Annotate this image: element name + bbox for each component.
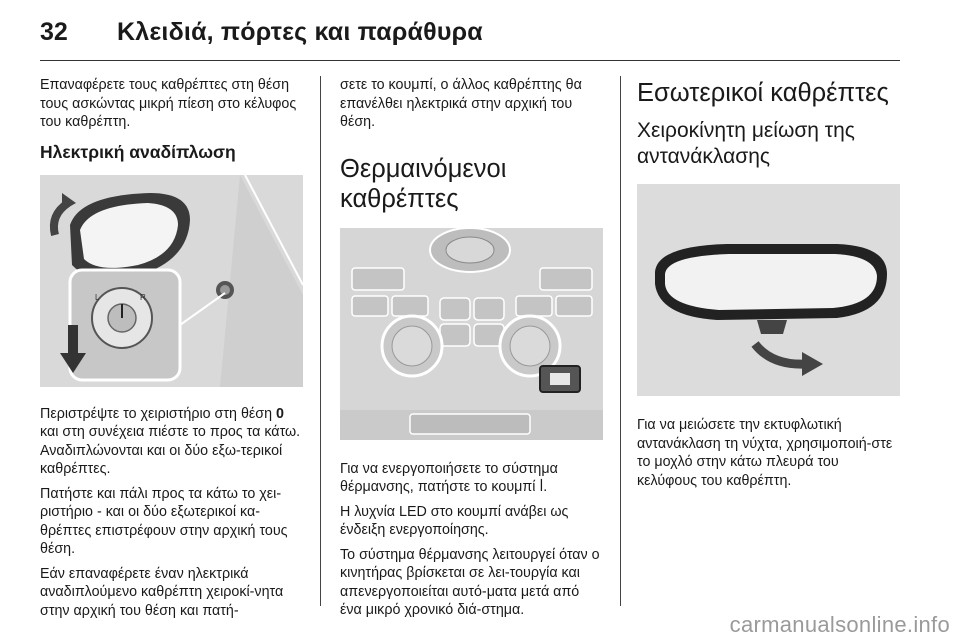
column-right [637,76,901,496]
column-middle [340,76,605,626]
heated-mirror-icon: ꟾ [539,479,544,494]
heating-operation-paragraph: Το σύστημα θέρμανσης λειτουργεί όταν ο κινητήρας βρίσκεται σε λει-τουργία και απενεργοποιείται αυτό-ματα μετά από ένα μικρό χρονικό διά-στημα. [340,546,600,618]
page-number: 32 [40,18,68,46]
continuation-paragraph: σετε το κουμπί, ο άλλος καθρέπτης θα επανέλθει ηλεκτρικά στην αρχική του θέση. [340,77,582,130]
text-run: και στη συνέχεια πιέστε το προς τα κάτω. Αναδιπλώνονται και οι δύο εξω-τερικοί καθρέπτες. [40,424,301,477]
column-divider [620,76,621,606]
page-header [0,0,960,60]
text-run: Περιστρέψτε το χειριστήριο στη θέση [40,405,277,422]
intro-paragraph: Επαναφέρετε τους καθρέπτες στη θέση τους ασκώντας μικρή πίεση στο κέλυφος του καθρέπτη. [40,77,297,130]
section-heading-interior-mirrors: Εσωτερικοί καθρέπτες [637,79,889,107]
section-heading-electric-folding: Ηλεκτρική αναδίπλωση [40,141,236,162]
activation-paragraph [340,460,605,497]
header-rule [40,60,900,61]
svg-text:L: L [95,292,100,302]
text-run: Για να ενεργοποιήσετε το σύστημα θέρμανσης, πατήστε το κουμπί [340,460,558,495]
page-title: Κλειδιά, πόρτες και παράθυρα [117,18,483,46]
subsection-heading-manual-dimming: Χειροκίνητη μείωση της αντανάκλασης [637,119,855,168]
led-indicator-paragraph: Η λυχνία LED στο κουμπί ανάβει ως ένδειξη ενεργοποίησης. [340,503,569,538]
watermark-url: carmanualsonline.info [729,612,950,637]
mirror-folding-illustration [40,175,303,387]
dimming-instruction-paragraph: Για να μειώσετε την εκτυφλωτική αντανάκλαση τη νύχτα, χρησιμοποιή-στε το μοχλό στην κάτω πλευρά του κελύφους του καθρέπτη. [637,417,893,489]
text-run: . [543,479,548,495]
manual-reset-paragraph: Εάν επαναφέρετε έναν ηλεκτρικά αναδιπλούμενο καθρέπτη χειροκί-νητα στην αρχική του θέση και πατή- [40,565,284,619]
rearview-mirror-illustration [637,184,900,396]
column-left [40,76,303,626]
column-divider [320,76,321,606]
climate-control-panel-illustration [340,228,603,440]
position-zero-label: 0 [276,405,284,422]
section-heading-heated-mirrors: Θερμαινόμενοι καθρέπτες [340,154,507,213]
svg-text:R: R [140,292,146,302]
unfolding-instruction-paragraph: Πατήστε και πάλι προς τα κάτω το χει-ριστήριο - και οι δύο εξωτερικοί κα-θρέπτες επιστρέφουν στην αρχική τους θέση. [40,485,288,557]
folding-instruction-paragraph [40,405,303,479]
